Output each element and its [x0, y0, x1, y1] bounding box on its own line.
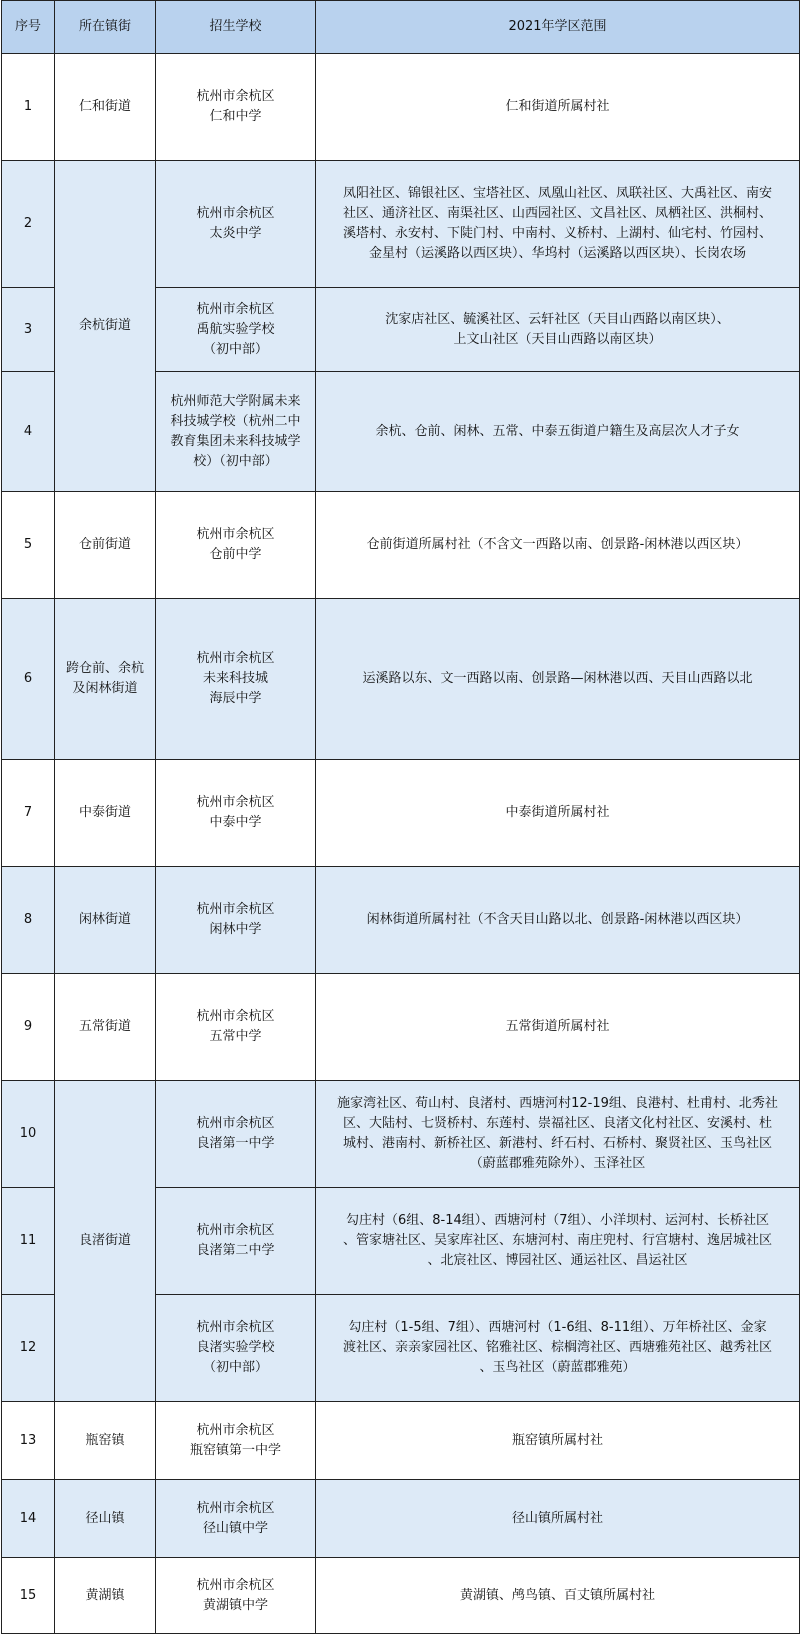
row-index: 9	[2, 974, 55, 1081]
row-index: 2	[2, 161, 55, 288]
table-row	[2, 974, 800, 1081]
row-index: 6	[2, 599, 55, 760]
row-index: 8	[2, 867, 55, 974]
table-row	[2, 1081, 800, 1188]
school-line: 良渚第二中学	[196, 1243, 275, 1258]
row-school	[156, 1081, 316, 1188]
row-scope	[316, 1558, 800, 1634]
header-index: 序号	[2, 1, 55, 54]
row-scope	[316, 760, 800, 867]
row-town: 仁和街道	[55, 54, 156, 161]
row-school	[156, 54, 316, 161]
row-school	[156, 599, 316, 760]
row-school	[156, 867, 316, 974]
school-line: 仁和中学	[209, 109, 262, 124]
scope-line: （蔚蓝郡雅苑除外）、玉泽社区	[469, 1156, 646, 1171]
row-index: 1	[2, 54, 55, 161]
table-row	[2, 161, 800, 288]
row-town: 闲林街道	[55, 867, 156, 974]
row-index: 7	[2, 760, 55, 867]
table-row	[2, 1480, 800, 1558]
school-line: 杭州市余杭区	[196, 1116, 275, 1131]
school-line: 杭州市余杭区	[196, 1009, 275, 1024]
row-index: 3	[2, 288, 55, 372]
scope-line: 闲林街道所属村社（不含天目山路以北、创景路-闲林港以西区块）	[366, 912, 749, 927]
row-index: 4	[2, 372, 55, 492]
table-header-row	[2, 1, 800, 54]
row-scope	[316, 1402, 800, 1480]
scope-line: 五常街道所属村社	[505, 1019, 610, 1034]
row-school	[156, 1480, 316, 1558]
row-town: 余杭街道	[55, 161, 156, 492]
scope-line: 黄湖镇、鸬鸟镇、百丈镇所属村社	[459, 1587, 655, 1603]
scope-line: 沈家店社区、毓溪社区、云轩社区（天目山西路以南区块）、	[385, 311, 730, 327]
scope-line: 城村、港南村、新桥社区、新港村、纤石村、石桥村、聚贤社区、玉鸟社区	[342, 1136, 772, 1151]
school-line: 杭州师范大学附属未来	[170, 393, 301, 409]
row-school	[156, 372, 316, 492]
table-row	[2, 54, 800, 161]
school-line: 中泰中学	[209, 815, 262, 830]
scope-line: 溪塔村、永安村、下陡门村、中南村、义桥村、上湖村、仙宅村、竹园村、	[342, 226, 772, 241]
row-school	[156, 492, 316, 599]
school-line: 杭州市余杭区	[196, 651, 275, 666]
school-line: 良渚第一中学	[196, 1136, 275, 1151]
scope-line: 区、大陆村、七贤桥村、东莲村、崇福社区、良渚文化村社区、安溪村、杜	[342, 1116, 772, 1131]
table-row	[2, 1558, 800, 1634]
row-school	[156, 760, 316, 867]
school-line: 杭州市余杭区	[196, 902, 275, 917]
school-line: 瓶窑镇第一中学	[189, 1442, 281, 1458]
scope-line: 余杭、仓前、闲林、五常、中泰五街道户籍生及高层次人才子女	[375, 423, 740, 439]
row-school	[156, 161, 316, 288]
row-scope	[316, 492, 800, 599]
row-scope	[316, 288, 800, 372]
row-town: 径山镇	[55, 1480, 156, 1558]
school-line: 杭州市余杭区	[196, 527, 275, 542]
row-town: 五常街道	[55, 974, 156, 1081]
row-scope	[316, 599, 800, 760]
school-line: 径山镇中学	[202, 1520, 268, 1536]
school-line: 禹航实验学校	[196, 321, 275, 337]
scope-line: 、玉鸟社区（蔚蓝郡雅苑）	[479, 1360, 636, 1375]
row-index: 12	[2, 1295, 55, 1402]
school-line: 良渚实验学校	[196, 1340, 275, 1355]
school-line: 杭州市余杭区	[196, 1422, 275, 1438]
scope-line: 勾庄村（1-5组、7组）、西塘河村（1-6组、8-11组）、万年桥社区、金家	[348, 1320, 767, 1335]
row-school	[156, 288, 316, 372]
row-index: 10	[2, 1081, 55, 1188]
school-line: 杭州市余杭区	[196, 1577, 275, 1593]
row-town: 中泰街道	[55, 760, 156, 867]
row-scope	[316, 1480, 800, 1558]
header-school: 招生学校	[156, 1, 316, 54]
row-scope	[316, 1188, 800, 1295]
row-scope	[316, 974, 800, 1081]
school-line: 杭州市余杭区	[196, 1320, 275, 1335]
school-line: 仓前中学	[209, 547, 262, 562]
row-scope	[316, 867, 800, 974]
school-line: 杭州市余杭区	[196, 1223, 275, 1238]
school-line: 教育集团未来科技城学	[170, 433, 301, 449]
table-row	[2, 867, 800, 974]
scope-line: 凤阳社区、锦银社区、宝塔社区、凤凰山社区、凤联社区、大禹社区、南安	[342, 186, 772, 201]
row-index: 14	[2, 1480, 55, 1558]
scope-line: 渡社区、亲亲家园社区、铭雅社区、棕榈湾社区、西塘雅苑社区、越秀社区	[342, 1340, 772, 1355]
scope-line: 社区、通济社区、南渠社区、山西园社区、文昌社区、凤栖社区、洪桐村、	[342, 206, 772, 221]
scope-line: 上文山社区（天目山西路以南区块）	[453, 331, 662, 347]
scope-line: 运溪路以东、文一西路以南、创景路—闲林港以西、天目山西路以北	[362, 671, 753, 686]
school-line: 杭州市余杭区	[196, 206, 275, 221]
row-school	[156, 1295, 316, 1402]
school-line: 校）（初中部）	[193, 453, 278, 469]
scope-line: 瓶窑镇所属村社	[511, 1432, 603, 1448]
row-school	[156, 1402, 316, 1480]
school-line: 未来科技城	[202, 671, 268, 686]
table-row	[2, 492, 800, 599]
school-line: （初中部）	[202, 1360, 268, 1375]
school-line: 科技城学校（杭州二中	[170, 413, 301, 429]
row-town: 良渚街道	[55, 1081, 156, 1402]
row-school	[156, 974, 316, 1081]
scope-line: 、管家塘社区、吴家库社区、东塘河村、南庄兜村、行宫塘村、逸居城社区	[342, 1233, 772, 1248]
row-index: 15	[2, 1558, 55, 1634]
school-line: 杭州市余杭区	[196, 1500, 275, 1516]
header-town: 所在镇街	[55, 1, 156, 54]
table-row	[2, 599, 800, 760]
school-line: 太炎中学	[209, 226, 262, 241]
scope-line: 仁和街道所属村社	[505, 99, 610, 114]
row-index: 13	[2, 1402, 55, 1480]
scope-line: 施家湾社区、荀山村、良渚村、西塘河村12-19组、良港村、杜甫村、北秀社	[337, 1096, 778, 1111]
row-town: 黄湖镇	[55, 1558, 156, 1634]
row-index: 5	[2, 492, 55, 599]
row-school	[156, 1188, 316, 1295]
school-line: 杭州市余杭区	[196, 795, 275, 810]
school-line: 海辰中学	[209, 691, 262, 706]
school-line: 黄湖镇中学	[202, 1597, 268, 1613]
scope-line: 勾庄村（6组、8-14组）、西塘河村（7组）、小洋坝村、运河村、长桥社区	[345, 1213, 770, 1228]
school-line: 闲林中学	[209, 922, 262, 937]
row-scope	[316, 1081, 800, 1188]
header-scope: 2021年学区范围	[316, 1, 800, 54]
table-row	[2, 1402, 800, 1480]
row-town: 仓前街道	[55, 492, 156, 599]
row-school	[156, 1558, 316, 1634]
school-district-table	[1, 0, 800, 1634]
row-scope	[316, 372, 800, 492]
row-index: 11	[2, 1188, 55, 1295]
row-scope	[316, 54, 800, 161]
scope-line: 金星村（运溪路以西区块）、华坞村（运溪路以西区块）、长岗农场	[368, 246, 746, 261]
school-line: 杭州市余杭区	[196, 301, 275, 317]
school-line: （初中部）	[202, 341, 268, 357]
table-row	[2, 760, 800, 867]
scope-line: 径山镇所属村社	[511, 1510, 603, 1526]
row-scope	[316, 161, 800, 288]
scope-line: 仓前街道所属村社（不含文一西路以南、创景路-闲林港以西区块）	[366, 537, 749, 552]
scope-line: 中泰街道所属村社	[505, 805, 610, 820]
scope-line: 、北宸社区、博园社区、通运社区、昌运社区	[427, 1253, 688, 1268]
row-scope	[316, 1295, 800, 1402]
school-line: 杭州市余杭区	[196, 89, 275, 104]
school-line: 五常中学	[209, 1029, 262, 1044]
row-town: 瓶窑镇	[55, 1402, 156, 1480]
row-town: 跨仓前、余杭及闲林街道	[55, 599, 156, 760]
